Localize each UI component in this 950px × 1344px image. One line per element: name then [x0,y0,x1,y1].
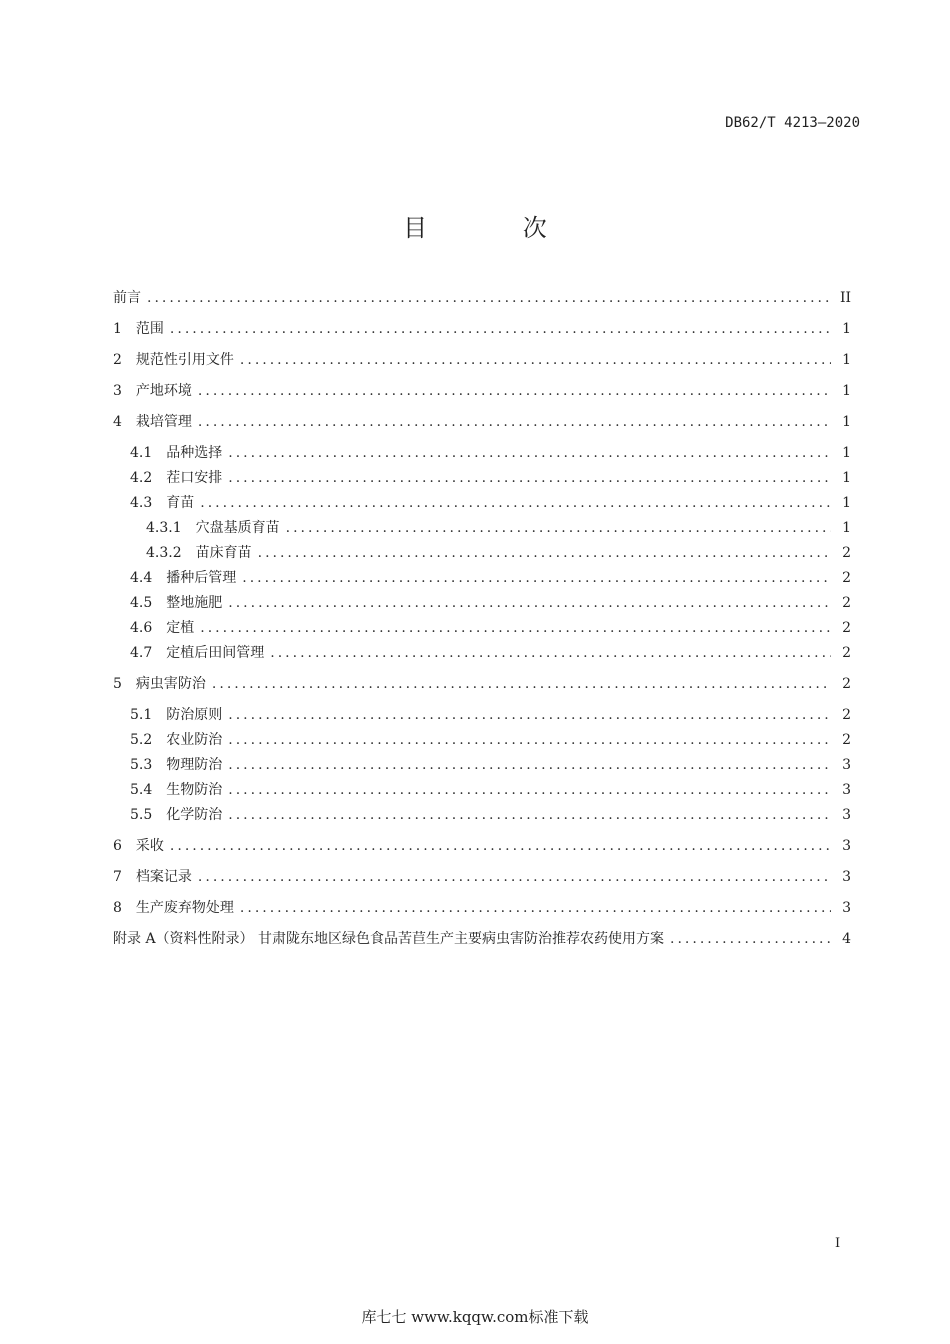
toc-entry-number: 8 [113,900,122,916]
page-number: I [835,1236,841,1251]
toc-entry-page: 2 [842,545,851,561]
toc-dot-leader [212,674,831,694]
toc-dot-leader [228,780,831,800]
toc-entry-number: 4.3.1 [146,520,182,536]
toc-entry-number: 5 [113,676,122,692]
toc-entry-number: 4.5 [130,595,153,611]
toc-entry[interactable] [113,898,851,918]
toc-dot-leader [147,288,831,308]
toc-entry[interactable] [130,443,851,463]
toc-entry-label: 产地环境 [135,383,192,399]
toc-entry-number: 4.1 [130,445,153,461]
toc-entry-number: 5.3 [130,757,153,773]
toc-entry-number: 7 [113,869,122,885]
toc-entry[interactable] [113,412,851,432]
toc-entry-page: II [839,290,851,306]
toc-entry-label: 规范性引用文件 [135,352,234,368]
toc-entry-page: 3 [842,869,851,885]
toc-entry-number: 2 [113,352,122,368]
toc-dot-leader [198,381,831,401]
toc-entry-page: 4 [842,931,851,947]
toc-dot-leader [670,929,831,949]
toc-entry[interactable] [130,705,851,725]
toc-entry-label: 生产废弃物处理 [135,900,234,916]
toc-entry[interactable] [130,618,851,638]
toc-entry-page: 1 [842,383,851,399]
toc-entry-label: 栽培管理 [135,414,192,430]
toc-entry[interactable] [130,493,851,513]
toc-entry-label: 茬口安排 [166,470,223,486]
toc-entry[interactable] [113,381,851,401]
toc-entry-page: 1 [842,445,851,461]
toc-entry-label: 定植后田间管理 [166,645,265,661]
toc-entry-number: 4.2 [130,470,153,486]
toc-entry-number: 4.3 [130,495,153,511]
document-code: DB62/T 4213—2020 [725,115,860,131]
toc-entry[interactable] [130,805,851,825]
toc-entry-number: 4.3.2 [146,545,182,561]
toc-entry-page: 2 [842,707,851,723]
toc-dot-leader [228,443,831,463]
page-title: 目 次 [403,214,591,242]
toc-entry-number: 4.4 [130,570,153,586]
toc-entry-page: 1 [842,520,851,536]
toc-entry-label: 育苗 [166,495,195,511]
toc-entry[interactable] [113,867,851,887]
toc-entry-page: 1 [842,352,851,368]
toc-entry-page: 2 [842,570,851,586]
toc-entry[interactable] [146,543,851,563]
toc-entry[interactable] [113,929,851,949]
toc-entry-label: 农业防治 [166,732,223,748]
toc-entry-label: 采收 [135,838,164,854]
toc-entry-page: 2 [842,732,851,748]
toc-entry-page: 1 [842,414,851,430]
toc-entry-page: 3 [842,782,851,798]
toc-entry-label: 前言 [113,290,141,306]
toc-dot-leader [270,643,831,663]
toc-entry-label: 化学防治 [166,807,223,823]
table-of-contents [113,0,851,1344]
toc-entry[interactable] [113,319,851,339]
toc-entry-label: 定植 [166,620,195,636]
toc-entry-page: 2 [842,676,851,692]
toc-dot-leader [286,518,831,538]
toc-entry[interactable] [130,643,851,663]
toc-entry[interactable] [130,568,851,588]
toc-dot-leader [228,755,831,775]
toc-entry-page: 1 [842,495,851,511]
toc-entry-page: 2 [842,645,851,661]
toc-entry-page: 3 [842,757,851,773]
toc-entry-label: 附录 A（资料性附录） 甘肃陇东地区绿色食品苦苣生产主要病虫害防治推荐农药使用方案 [113,931,665,947]
toc-entry-number: 5.5 [130,807,153,823]
toc-entry-label: 档案记录 [135,869,192,885]
toc-entry-label: 播种后管理 [166,570,237,586]
toc-entry-page: 2 [842,595,851,611]
toc-dot-leader [228,468,831,488]
toc-entry-page: 3 [842,838,851,854]
toc-entry-number: 3 [113,383,122,399]
toc-entry-label: 物理防治 [166,757,223,773]
toc-dot-leader [240,898,831,918]
toc-entry[interactable] [130,468,851,488]
toc-entry[interactable] [130,780,851,800]
toc-entry-page: 3 [842,900,851,916]
toc-entry-number: 4.6 [130,620,153,636]
toc-entry-page: 3 [842,807,851,823]
toc-entry-number: 6 [113,838,122,854]
toc-dot-leader [228,705,831,725]
toc-entry-page: 2 [842,620,851,636]
toc-dot-leader [242,568,831,588]
toc-entry[interactable] [130,730,851,750]
toc-dot-leader [170,836,831,856]
toc-entry-label: 范围 [135,321,164,337]
toc-entry-label: 生物防治 [166,782,223,798]
toc-dot-leader [228,593,831,613]
toc-entry-number: 5.2 [130,732,153,748]
toc-entry[interactable] [113,674,851,694]
footer-watermark: 库七七 www.kqqw.com标准下载 [361,1308,589,1326]
toc-entry-label: 苗床育苗 [195,545,252,561]
toc-entry-page: 1 [842,470,851,486]
toc-dot-leader [170,319,831,339]
toc-entry[interactable] [130,755,851,775]
toc-dot-leader [200,493,831,513]
toc-entry[interactable] [113,350,851,370]
toc-entry-number: 1 [113,321,122,337]
toc-entry-label: 品种选择 [166,445,223,461]
toc-dot-leader [240,350,831,370]
toc-entry[interactable] [113,288,851,308]
toc-dot-leader [198,867,831,887]
toc-dot-leader [228,730,831,750]
toc-entry-number: 4 [113,414,122,430]
toc-entry-label: 穴盘基质育苗 [195,520,280,536]
toc-entry-label: 病虫害防治 [135,676,206,692]
toc-entry-number: 5.4 [130,782,153,798]
toc-entry-number: 4.7 [130,645,153,661]
toc-entry-label: 防治原则 [166,707,223,723]
toc-dot-leader [198,412,831,432]
toc-entry-label: 整地施肥 [166,595,223,611]
toc-entry[interactable] [146,518,851,538]
toc-entry-page: 1 [842,321,851,337]
toc-dot-leader [228,805,831,825]
toc-entry-number: 5.1 [130,707,153,723]
toc-entry[interactable] [113,836,851,856]
toc-entry[interactable] [130,593,851,613]
toc-dot-leader [200,618,831,638]
toc-dot-leader [258,543,831,563]
